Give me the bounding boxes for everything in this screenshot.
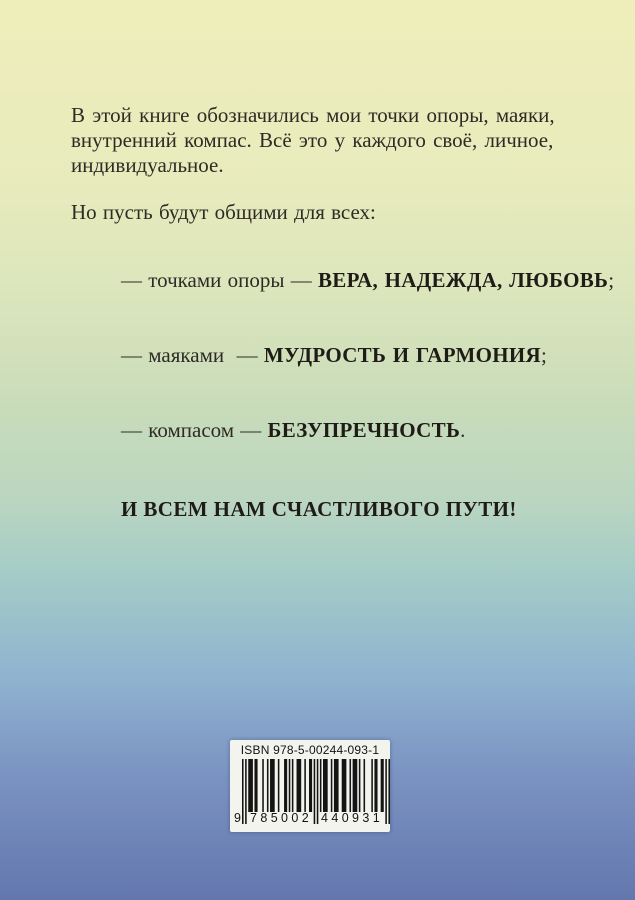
intro-line-2: внутренний компас. Всё это у каждого своё, личное,: [71, 128, 554, 152]
list-item-suffix: .: [460, 418, 466, 442]
lead-in-line: Но пусть будут общими для всех:: [71, 200, 376, 224]
list-item-bold: МУДРОСТЬ И ГАРМОНИЯ: [263, 343, 541, 367]
list-item-suffix: ;: [540, 343, 547, 367]
closing-wish-line: И ВСЕМ НАМ СЧАСТЛИВОГО ПУТИ!: [121, 497, 517, 521]
list-item-prefix: — маяками —: [121, 343, 264, 367]
list-item-suffix: ;: [608, 268, 615, 292]
list-item-prefix: — компасом —: [121, 418, 268, 442]
list-item-bold: БЕЗУПРЕЧНОСТЬ: [267, 418, 461, 442]
values-list: [71, 243, 615, 468]
intro-line-3: индивидуальное.: [71, 153, 224, 177]
back-cover-text: [71, 103, 615, 522]
list-item-prefix: — точками опоры —: [121, 268, 318, 292]
intro-line-1: В этой книге обозначились мои точки опоры, маяки,: [71, 103, 555, 127]
isbn-number: ISBN 978-5-00244-093-1: [240, 743, 380, 757]
intro-paragraph: [71, 103, 555, 178]
ean-right-digits: 440931: [321, 811, 384, 825]
ean-first-digit: 9: [234, 811, 241, 825]
list-item-anchor-points: [71, 243, 615, 318]
barcode-label: [230, 740, 390, 832]
list-item-compass: [71, 393, 555, 468]
list-item-lighthouses: [71, 318, 555, 393]
ean-left-digits: 785002: [250, 811, 313, 825]
list-item-bold: ВЕРА, НАДЕЖДА, ЛЮБОВЬ: [318, 268, 609, 292]
